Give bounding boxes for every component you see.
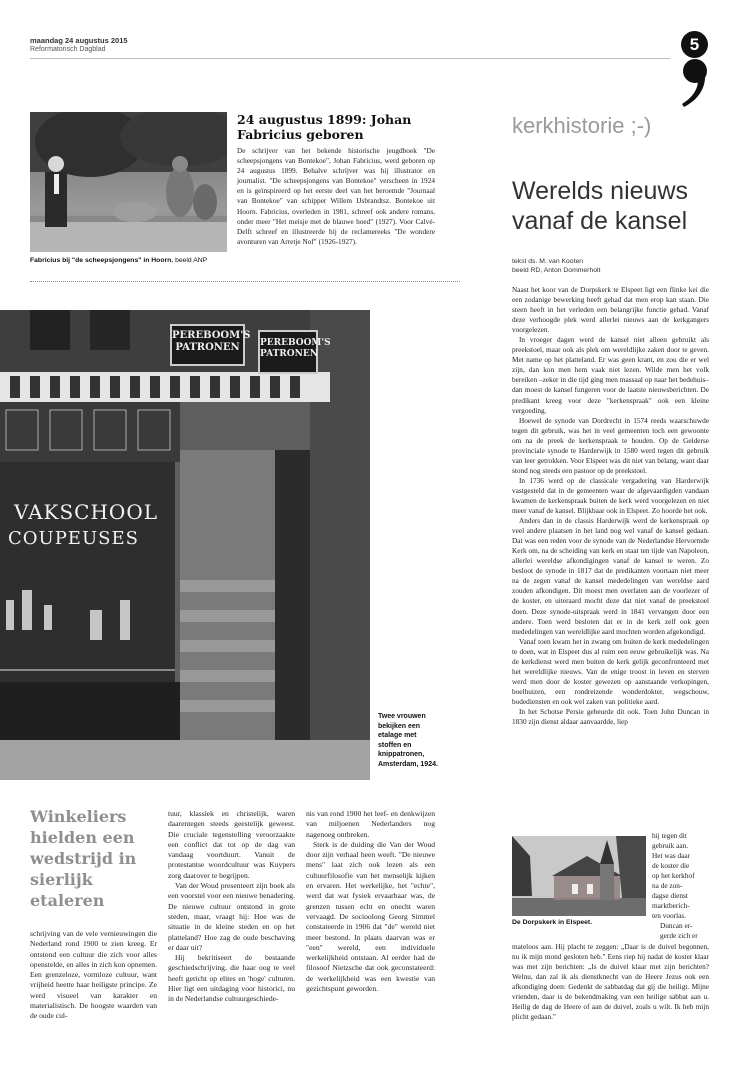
header-publication: Reformatorisch Dagblad (30, 46, 106, 53)
winkeliers-col3-p1: nis van rond 1900 het leef- en denkwijzen van miljoenen Nederlanders nog nagenoeg ontbreken. (306, 809, 435, 839)
page-number-badge (681, 31, 708, 58)
kerk-p2: In vroeger dagen werd de kansel niet alleen gebruikt als preekstoel, maar ook als plek om wereldlijke zaken door te geven. Met name op het platteland. Er was geen krant, en zou die er wel zijn, dan kon men hem vaak niet lezen. Wilde men het volk bereiken –zeker in die tijd ging men massaal op naar het bedehuis– dan moest de kansel fungeren voor de laatste nieuwsberichten. De predikant kreeg voor deze "kerkenspraak" ook een kleine vergoeding. (512, 335, 709, 415)
fabricius-caption-text: Fabricius bij "de scheepsjongens" in Hoorn. (30, 257, 174, 264)
header-rule (30, 58, 670, 59)
comma-logo-icon (678, 58, 712, 108)
wrap-line: gerde zich er (660, 931, 698, 941)
winkeliers-title: Winkeliers hielden een wedstrijd in sierlijk etaleren (30, 807, 137, 910)
wrap-line: dagse dienst (652, 891, 688, 901)
fabricius-photo (30, 112, 227, 252)
church-caption: De Dorpskerk in Elspeet. (512, 919, 593, 926)
wrap-line: marktberich- (652, 901, 690, 911)
kerk-p1: Naast het koor van de Dorpskerk te Elspeet ligt een flinke kei die een zodanige bewerking heeft gehad dat men erop kan staan. Die steen heeft in het verleden een belangrijke functie gehad. Vanaf deze verhoogde plek werd allerlei nieuws aan de kerkgangers voorgelezen. (512, 285, 709, 335)
winkeliers-col3 (306, 809, 435, 994)
wrap-line: de koster die (652, 861, 690, 871)
kerk-p5: Anders dan in de classis Harderwijk werd de kerkenspraak op veel andere plaatsen in het land nog wel vanaf de kansel gedaan. Dat was een reden voor de synode van de Nederlandse Hervormde Kerk om, na de scheiding van kerk en staat ten tijde van Napoleon, allerlei wereldse afkondigingen vanaf de kansel te weren. Zo besloot de synode in 1817 dat de predikanten voortaan niet meer na de zegen vanaf de kansel mededelingen van wereldse aard zouden afkondigen. Dit moest men overlaten aan de voorlezer of de koster, en uiteraard mocht deze dat niet vanaf de preekstoel doen. Deze synode-uitspraak werd in 1841 vervangen door een andere. Toen werd besloten dat er in de kerk zelf ook geen mededelingen van wereldlijke aard mochten worden afgekondigd. (512, 516, 709, 636)
kerk-p7: In het Schotse Persie gebeurde dit ook. Toen John Duncan in 1830 zijn dienst aldaar aanvaardde, liep (512, 706, 709, 727)
wrap-line: Het was daar (652, 851, 691, 861)
winkeliers-col3-p2: Sterk is de duiding die Van der Woud door zijn verhaal heen weeft. "De nieuwe mens" laat zich ook lezen als een cultuurfilosofie van het menselijk kijken en ervaren. Het werkelijke, het "echte", werd dat wat fysiek ervaarbaar was, de grenzen tussen echt en onecht waren vervaagd. De sociooloog Georg Simmel constateerde in 1906 dat "de" wereld niet meer bestond. In plaats daarvan was er "een" wereld, een individuele werkelijkheid ontstaan. Al eerder had de filosoof Nietzsche dat ook geconstateerd: de werkelijkheid was een kwestie van gezichtspunt geworden. (306, 839, 435, 994)
church-photo (512, 836, 646, 916)
shop-window-line2: COUPEUSES (8, 528, 139, 549)
shop-sign-1 (170, 324, 251, 366)
fabricius-body: De schrijver van het bekende historische jeugdboek "De scheepsjongens van Bontekoe", Johan Fabricius, werd geboren op 24 augustus 1899. Behalve schrijver was hij illustrator en journalist. "De scheepsjongens van Bontekoe" verscheen in 1924 en is geïnspireerd op het eerste deel van het beroemde "Journaal van Bontekoe" van schipper Willem IJsbrandtsz. Bontekoe uit Hoorn. Fabricius, overleden in 1981, schreef ook andere romans, onder meer "Het meisje met de blauwe hoed" (1927). Voor Calvé-Delft schreef en illustreerde hij de reclamereeks "De wondere avonturen van Arretje Nof" (1926-1927). (237, 146, 435, 246)
wrap-line: Duncan er- (660, 921, 693, 931)
kerk-final-paragraph: mateloos aan. Hij placht te zeggen: „Daar is de duivel begonnen, nu ik mijn mond gesloten heb." Eens riep hij nadat de koster klaar was met zijn berichten: „Is de duivel klaar met zijn berichten? Welnu, dan zal ik als dienstknecht van de Heere Jezus ook een afkondiging doen: Gedenkt de sabbatdag dat gij die heiligt. Mijne vrienden, daar is de bekendmaking van een heilige sabbat aan u. Heilig de dag de Heere of aan de duivel, zoals u wilt. Ik heb mijn plicht gedaan." (512, 942, 709, 1022)
winkeliers-col2 (168, 809, 295, 1005)
kerk-wrap-column (652, 831, 712, 942)
fabricius-title: 24 augustus 1899: Johan Fabricius geboren (237, 112, 412, 142)
shop-sign-2-text: PEREBOOM'S PATRONEN (260, 338, 331, 359)
wrap-line: hij tegen dit (652, 831, 687, 840)
section-label: kerkhistorie ;-) (512, 113, 652, 138)
shop-caption: Twee vrouwen bekijken een etalage met stoffen en knippatronen, Amsterdam, 1924. (378, 713, 438, 768)
kerk-byline-2: beeld RD, Anton Dommerholt (512, 267, 601, 274)
fabricius-caption (30, 256, 250, 265)
kerk-title: Werelds nieuws vanaf de kansel (512, 177, 689, 235)
header-date: maandag 24 augustus 2015 (30, 36, 128, 45)
kerk-body (512, 285, 709, 727)
kerk-p3: Hoewel de synode van Dordrecht in 1574 reeds waarschuwde tegen dit gebruik, was het in veel gemeenten toch een gewoonte om na de preek de kerkenspraak te houden. Op de Gelderse provinciale synode te Harderwijk in 1580 werd tegen dit gebruik van leer getrokken. Voor Elspeet was dit niet van belang, want daar stond nog steeds een pastoor op de preekstoel. (512, 415, 709, 475)
winkeliers-col1: schrijving van de vele vernieuwingen die Nederland rond 1900 te zien kreeg. Er ontstond een cultuur die zich voor alles openstelde, en alles in zich kon opnemen. Een grenzeloze, vormloze cultuur, want vrijheid heette haar heiligste principe. Ze werd visueel van karakter en materialistisch. De hoogste waarden van de oude cul- (30, 929, 157, 1021)
kerk-byline-1: tekst ds. M. van Kooten (512, 258, 584, 265)
wrap-line: op het kerkhof (652, 871, 695, 881)
winkeliers-col2-p2: Van der Woud presenteert zijn boek als een voorstel voor een nieuwe benadering. De nieuwe cultuur ontstond in grote steden, maar, vraagt hij: Hoe was de situatie in de kleine steden en op het platteland? Hoe zag de oude beschaving er daar uit? (168, 881, 295, 952)
shop-photo (0, 310, 370, 780)
kerk-p6: Vanaf toen kwam het in zwang om buiten de kerk mededelingen te doen, wat in Elspeet dus al ruim een eeuw gebruikelijk was. Na de kerkdienst werd men buiten de kerk gelijk geconfronteerd met het wereldlijke nieuws. Van de enige troost in leven en sterven werd men door de koster gewezen op aanstaande verkopingen, boelhuizen, een rondreizende wonderdokter, wegschouw, bodediensten en ook wel zaken van politieke aard. (512, 636, 709, 706)
wrap-line: gebruik aan. (652, 841, 689, 851)
shop-window-line1: VAKSCHOOL (14, 500, 158, 524)
shop-sign-1-text: PEREBOOM'S PATRONEN (172, 330, 251, 353)
page-number: 5 (689, 35, 700, 54)
wrap-line: ten voorlas. (652, 911, 687, 921)
kerk-p4: In 1736 werd op de classicale vergadering van Harderwijk vastgesteld dat in de gemeenten waar de afgevaardigden vandaan kwamen de kerkenspraak buiten de kerk werd voorgelezen en niet meer vanaf de kansel. Blijkbaar ook in Elspeet. Zo hoorde het ook. (512, 475, 709, 516)
wrap-line: na de zon- (652, 881, 683, 891)
winkeliers-col2-p3: Hij bekritiseert de bestaande geschiedschrijving, die haar oog te veel heeft gericht op elites en 'hoge' culturen. Hier ligt een uitdaging voor historici, nu in de Nederlandse cultuurgeschiede- (168, 953, 295, 1004)
section-divider (30, 281, 460, 282)
fabricius-credit: beeld ANP (175, 257, 208, 264)
winkeliers-col2-p1: tuur, klassiek en christelijk, waren daarentegen steeds geestelijk geweest. Die cruciale tegenstelling veroorzaakte een conflict dat tot op de dag van vandaag voortduurt. Vanuit de protestantse woordcultuur was Kuypers zorg daarover te begrijpen. (168, 809, 295, 880)
shop-sign-2 (258, 330, 331, 374)
